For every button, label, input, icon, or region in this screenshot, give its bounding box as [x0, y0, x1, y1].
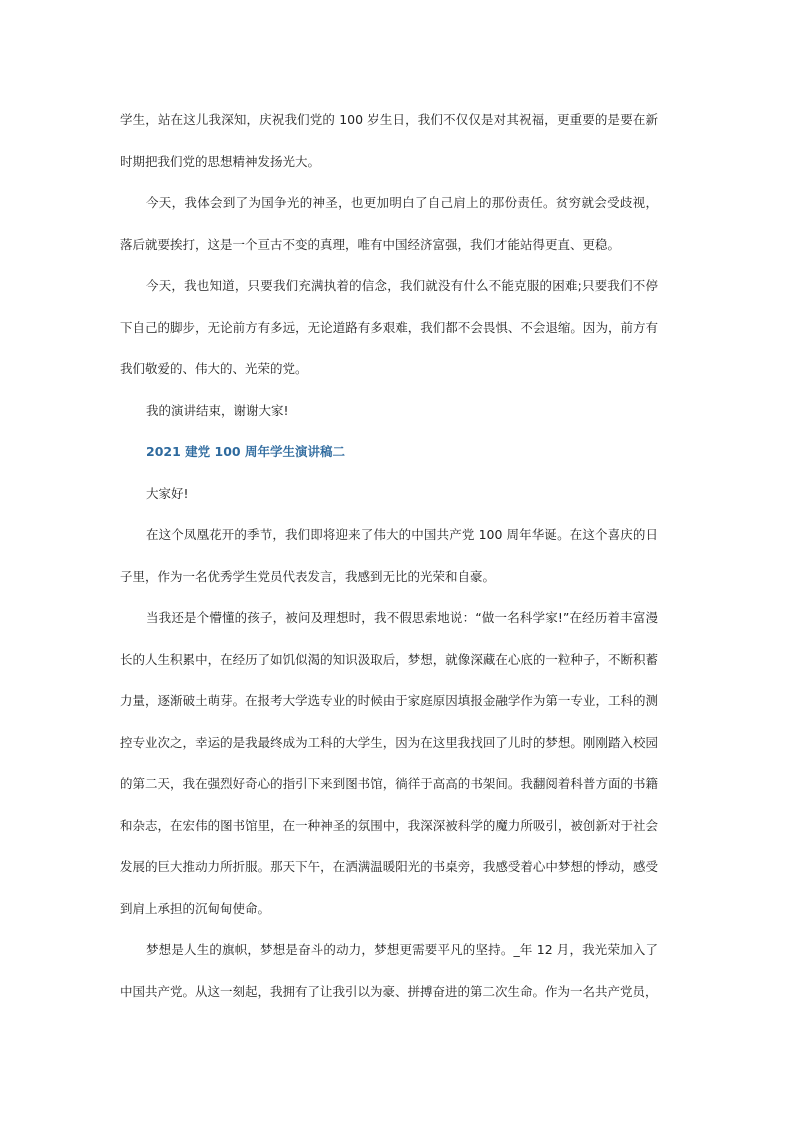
section-heading: 2021 建党 100 周年学生演讲稿二	[146, 444, 345, 459]
paragraph: 当我还是个懵懂的孩子，被问及理想时，我不假思索地说：“做一名科学家!”在经历着丰富漫长的人生积累中，在经历了如饥似渴的知识汲取后，梦想，就像深藏在心底的一粒种子，不断积蓄力量，逐渐破土萌芽。在报考大学选专业的时候由于家庭原因填报金融学作为第一专业，工科的测控专业次之，幸运的是我最终成为工科的大学生，因为在这里我找回了儿时的梦想。刚刚踏入校园的第二天，我在强烈好奇心的指引下来到图书馆，徜徉于高高的书架间。我翻阅着科普方面的书籍和杂志，在宏伟的图书馆里，在一种神圣的氛围中，我深深被科学的魔力所吸引，被创新对于社会发展的巨大推动力所折服。那天下午，在洒满温暖阳光的书桌旁，我感受着心中梦想的悸动，感受到肩上承担的沉甸甸使命。	[120, 610, 658, 916]
paragraph-continued: 学生，站在这儿我深知，庆祝我们党的 100 岁生日，我们不仅仅是对其祝福，更重要的是要在新时期把我们党的思想精神发扬光大。	[120, 112, 658, 169]
paragraph-closing: 我的演讲结束，谢谢大家!	[146, 402, 289, 418]
paragraph: 在这个凤凰花开的季节，我们即将迎来了伟大的中国共产党 100 周年华诞。在这个喜庆的日子里，作为一名优秀学生党员代表发言，我感到无比的光荣和自豪。	[120, 527, 658, 584]
paragraph-greeting: 大家好!	[146, 485, 189, 501]
paragraph: 梦想是人生的旗帜，梦想是奋斗的动力，梦想更需要平凡的坚持。_年 12 月，我光荣加入了中国共产党。从这一刻起，我拥有了让我引以为豪、拼搏奋进的第二次生命。作为一名共产党员，	[120, 942, 658, 999]
paragraph: 今天，我体会到了为国争光的神圣，也更加明白了自己肩上的那份责任。贫穷就会受歧视，落后就要挨打，这是一个亘古不变的真理，唯有中国经济富强，我们才能站得更直、更稳。	[120, 195, 658, 252]
document-body	[120, 99, 658, 1012]
paragraph: 今天，我也知道，只要我们充满执着的信念，我们就没有什么不能克服的困难;只要我们不停下自己的脚步，无论前方有多远，无论道路有多艰难，我们都不会畏惧、不会退缩。因为，前方有我们敬爱的、伟大的、光荣的党。	[120, 278, 658, 376]
